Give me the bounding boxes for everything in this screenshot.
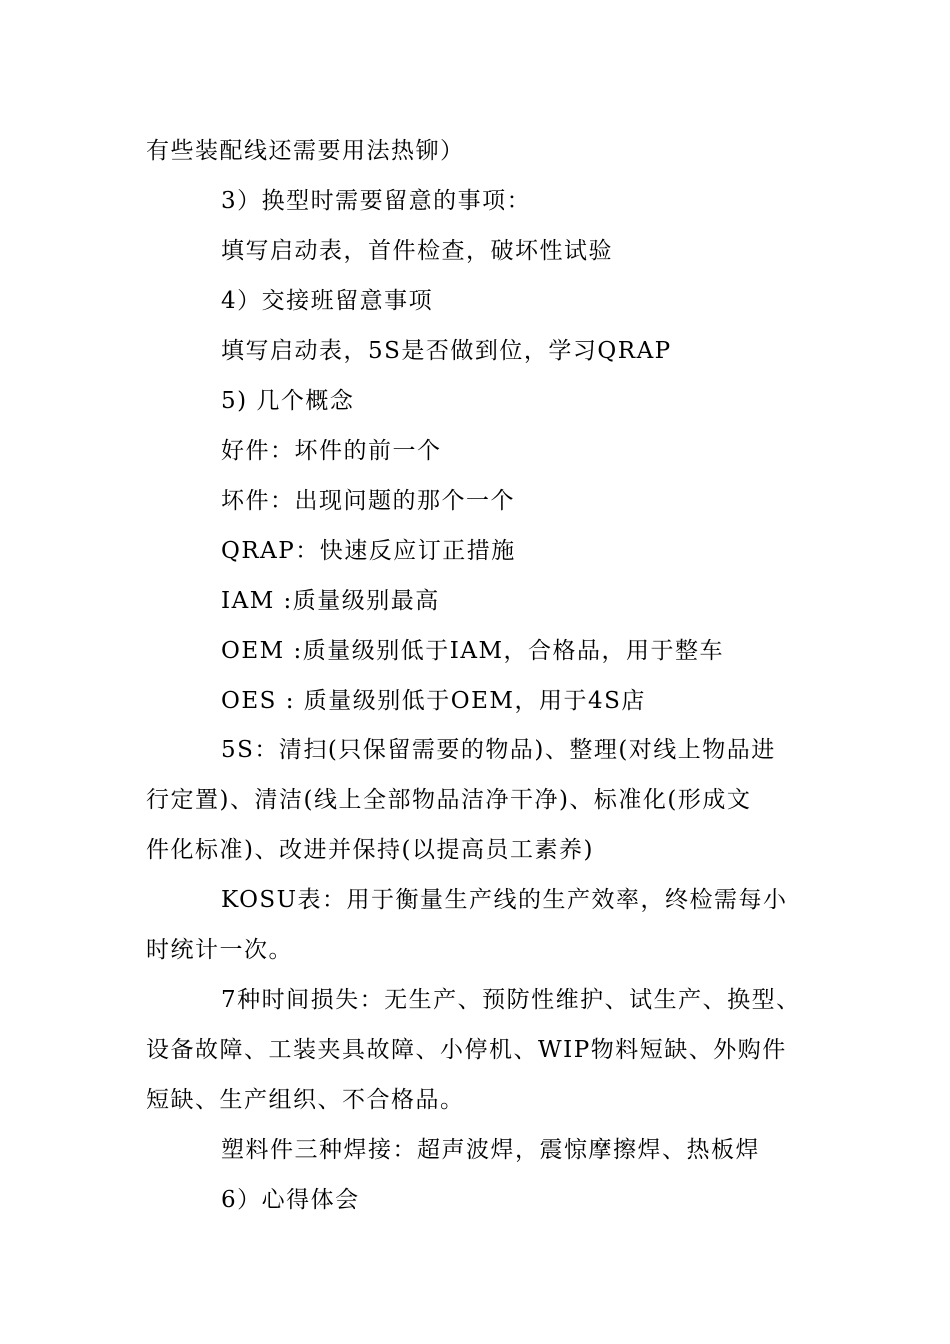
concept-oem: OEM :质量级别低于IAM，合格品，用于整车 [221,638,725,664]
plastic-welding-line: 塑料件三种焊接：超声波焊，震惊摩擦焊、热板焊 [221,1137,760,1163]
section-heading-6: 6）心得体会 [221,1187,360,1213]
concept-bad-part: 坏件：出现问题的那个一个 [221,488,515,514]
concept-5s-line-3: 件化标准)、改进并保持(以提高员工素养) [146,837,594,863]
concept-kosu-line-2: 时统计一次。 [146,937,293,963]
text-line-5: 填写启动表，5S是否做到位，学习QRAP [221,338,672,364]
time-loss-line-2: 设备故障、工装夹具故障、小停机、WIP物料短缺、外购件 [146,1037,787,1063]
concept-good-part: 好件：坏件的前一个 [221,438,442,464]
concept-kosu-line-1: KOSU表：用于衡量生产线的生产效率，终检需每小 [221,887,788,913]
section-heading-5: 5) 几个概念 [221,388,355,414]
concept-iam: IAM :质量级别最高 [221,588,440,614]
section-heading-3: 3）换型时需要留意的事项： [221,188,532,214]
text-line-1: 有些装配线还需要用法热铆） [146,138,465,164]
concept-qrap: QRAP：快速反应订正措施 [221,538,516,564]
text-line-3: 填写启动表，首件检查，破坏性试验 [221,238,613,264]
concept-5s-line-2: 行定置)、清洁(线上全部物品洁净干净)、标准化(形成文 [146,787,752,813]
concept-5s-line-1: 5S：清扫(只保留需要的物品)、整理(对线上物品进 [221,737,776,763]
time-loss-line-1: 7种时间损失：无生产、预防性维护、试生产、换型、 [221,987,801,1013]
concept-oes: OES : 质量级别低于OEM，用于4S店 [221,688,646,714]
time-loss-line-3: 短缺、生产组织、不合格品。 [146,1087,465,1113]
section-heading-4: 4）交接班留意事项 [221,288,434,314]
